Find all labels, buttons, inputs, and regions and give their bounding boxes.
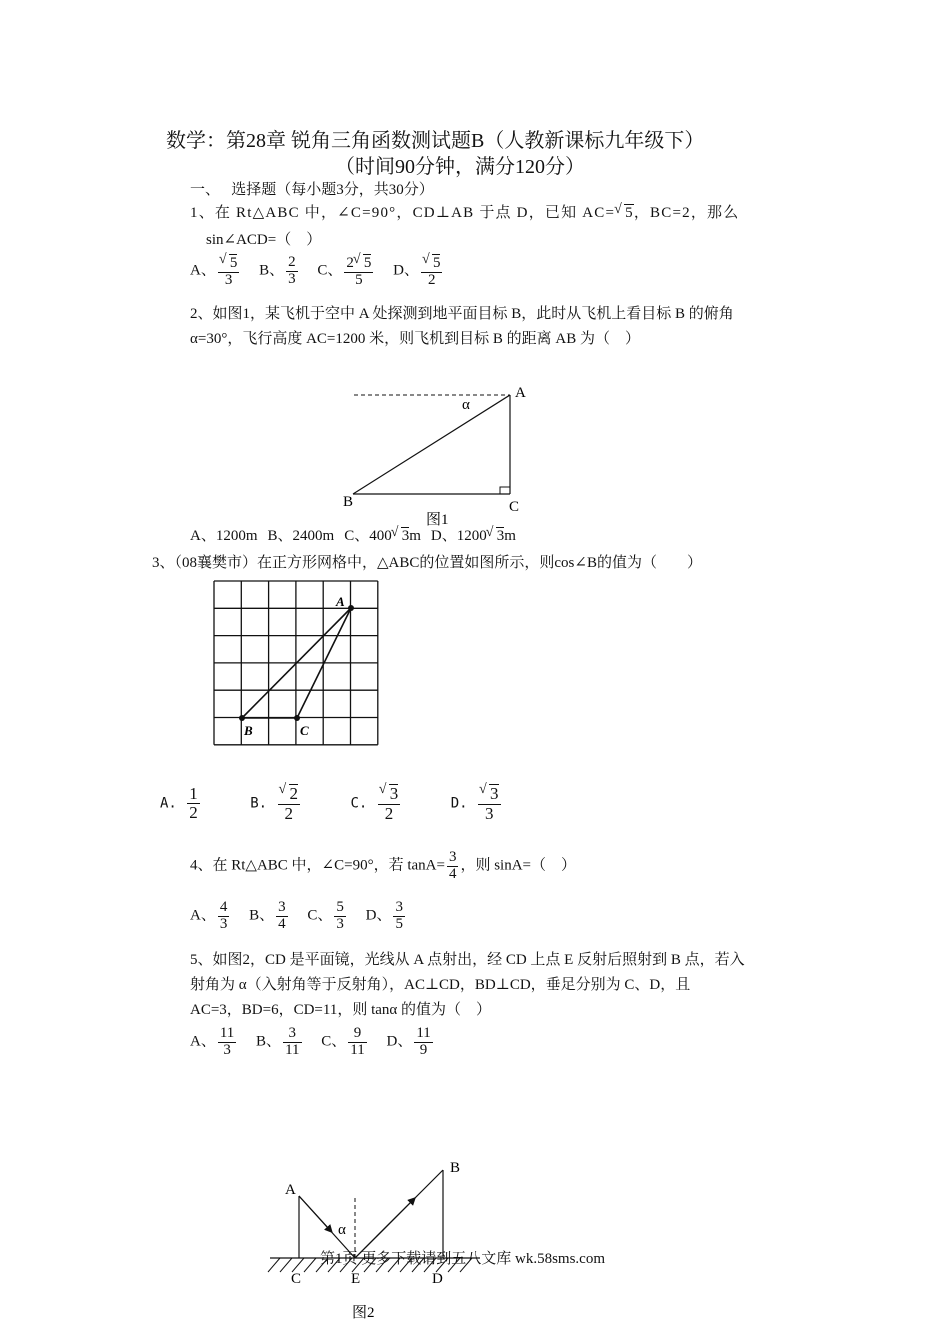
fraction: √ $\frac{3}{2}$ (378, 784, 401, 823)
q3-option-d[interactable]: D. √ $\frac{3}{3}$ (451, 784, 503, 823)
q5-option-a[interactable]: A、 $\frac{11}{3}$ (190, 1025, 235, 1058)
q1-option-d[interactable]: D、 √ $\frac{5}{2}$ (393, 254, 444, 289)
fig2-label-d: D (432, 1271, 443, 1287)
sqrt-symbol: √ 5 (229, 254, 238, 272)
hatch-mark (280, 1258, 292, 1272)
sqrt-symbol: √ 3 (496, 527, 505, 545)
question-4: 4、在 Rt△ABC 中，∠C=90°，若 tanA= $\frac{3}{4}$ ，则 sinA=（ ） (190, 849, 577, 882)
fig2-label-c: C (291, 1271, 302, 1287)
figure-1-caption: 图1 (426, 512, 449, 528)
sqrt-symbol: √ 5 (624, 204, 634, 222)
q1-text-c: sin∠ACD=（ ） (206, 232, 322, 248)
q5-option-d[interactable]: D、 $\frac{11}{9}$ (386, 1025, 431, 1058)
q2-option-c[interactable]: C、400√ 3m (344, 524, 421, 545)
figure-2-caption: 图2 (352, 1305, 375, 1321)
grid-label-b: B (244, 723, 253, 738)
q1-text-a: 1、在 Rt△ABC 中，∠C=90°，CD⊥AB 于点 D，已知 AC= (190, 205, 616, 221)
ray-ae-arrow (299, 1196, 330, 1230)
q4-option-a[interactable]: A、 $\frac{4}{3}$ (190, 899, 228, 932)
page-title: 数学：第28章 锐角三角函数测试题B（人教新课标九年级下） (166, 130, 705, 152)
q1-option-a[interactable]: A、 √ $\frac{5}{3}$ (190, 254, 241, 289)
label-c: C (509, 499, 520, 515)
q3-option-b[interactable]: B. √ $\frac{2}{2}$ (250, 784, 302, 823)
fraction: $\frac{1}{2}$ (189, 783, 198, 822)
fraction: $\frac{3}{11}$ (285, 1025, 300, 1058)
hatch-mark (292, 1258, 304, 1272)
grid-label-a: A (336, 594, 345, 609)
q2-option-d[interactable]: D、1200√ 3m (431, 524, 516, 545)
fig2-label-e: E (351, 1271, 361, 1287)
fraction: $\frac{9}{11}$ (350, 1025, 365, 1058)
fraction: $\frac{11}{9}$ (416, 1025, 431, 1058)
q5-option-b[interactable]: B、 $\frac{3}{11}$ (256, 1025, 300, 1058)
q2-option-b[interactable]: B、2400m (267, 528, 335, 544)
q4-option-d[interactable]: D、 $\frac{3}{5}$ (365, 899, 403, 932)
fraction: $\frac{5}{3}$ (336, 899, 344, 932)
fraction: √ $\frac{3}{3}$ (478, 784, 501, 823)
page-subtitle: （时间90分钟，满分120分） (335, 156, 585, 178)
sqrt-symbol: √ 5 (432, 254, 441, 272)
fraction: $\frac{3}{5}$ (395, 899, 403, 932)
q1-option-c[interactable]: C、 $\frac{2√ 5}{5}$ (317, 254, 375, 289)
fraction: $\frac{3}{4}$ (448, 849, 457, 882)
q3-text: 3、（08襄樊市）在正方形网格中，△ABC的位置如图所示，则cos∠B的值为（ ） (152, 555, 702, 571)
q5-line3: AC=3，BD=6，CD=11，则 tanα 的值为（ ） (190, 1002, 492, 1018)
fraction: √ $\frac{5}{2}$ (421, 254, 443, 289)
footer: 第1页 更多下载请到五八文库 wk.58sms.com (320, 1251, 606, 1267)
label-alpha: α (462, 397, 470, 413)
label-b: B (343, 494, 354, 510)
q2-line2: α=30°，飞行高度 AC=1200 米，则飞机到目标 B 的距离 AB 为（ ） (190, 331, 640, 347)
fraction: $\frac{3}{4}$ (278, 899, 286, 932)
hatch-mark (304, 1258, 316, 1272)
fraction: $\frac{4}{3}$ (219, 899, 228, 932)
sqrt-symbol: √ 3 (389, 784, 399, 804)
q3-option-a[interactable]: A. $\frac{1}{2}$ (160, 783, 198, 822)
grid-label-c: C (300, 723, 309, 738)
sqrt-symbol: √ 3 (489, 784, 499, 804)
hatch-mark (268, 1258, 280, 1272)
q4-option-c[interactable]: C、 $\frac{5}{3}$ (307, 899, 344, 932)
q2-option-a[interactable]: A、1200m (190, 528, 258, 544)
sqrt-symbol: √ 2 (289, 784, 299, 804)
fig2-label-b: B (450, 1160, 461, 1176)
q1-option-b[interactable]: B、 $\frac{2}{3}$ (259, 254, 296, 287)
q5-line1: 5、如图2，CD 是平面镜，光线从 A 点射出，经 CD 上点 E 反射后照射到 B 点，若入 (190, 952, 745, 968)
fraction: $\frac{2}{3}$ (288, 254, 296, 287)
label-a: A (515, 385, 526, 401)
fig2-label-a: A (285, 1182, 296, 1198)
fraction: $\frac{2√ 5}{5}$ (344, 254, 373, 289)
q2-line1: 2、如图1，某飞机于空中 A 处探测到地平面目标 B，此时从飞机上看目标 B 的俯角 (190, 306, 734, 322)
q1-text-b: ，BC=2，那么 (633, 205, 740, 221)
fig2-label-alpha: α (338, 1222, 346, 1238)
section-heading: 一、 选择题（每小题3分，共30分） (190, 182, 434, 198)
sqrt-symbol: √ 3 (401, 527, 410, 545)
sqrt-symbol: √ 5 (363, 254, 372, 272)
q4-option-b[interactable]: B、 $\frac{3}{4}$ (249, 899, 286, 932)
fraction: √ $\frac{5}{3}$ (218, 254, 240, 289)
fraction: $\frac{11}{3}$ (219, 1025, 235, 1058)
q3-option-c[interactable]: C. √ $\frac{3}{2}$ (350, 784, 402, 823)
q5-line2: 射角为 α（入射角等于反射角），AC⊥CD，BD⊥CD，垂足分别为 C、D，且 (190, 977, 691, 993)
fraction: √ $\frac{2}{2}$ (278, 784, 301, 823)
q5-option-c[interactable]: C、 $\frac{9}{11}$ (321, 1025, 365, 1058)
